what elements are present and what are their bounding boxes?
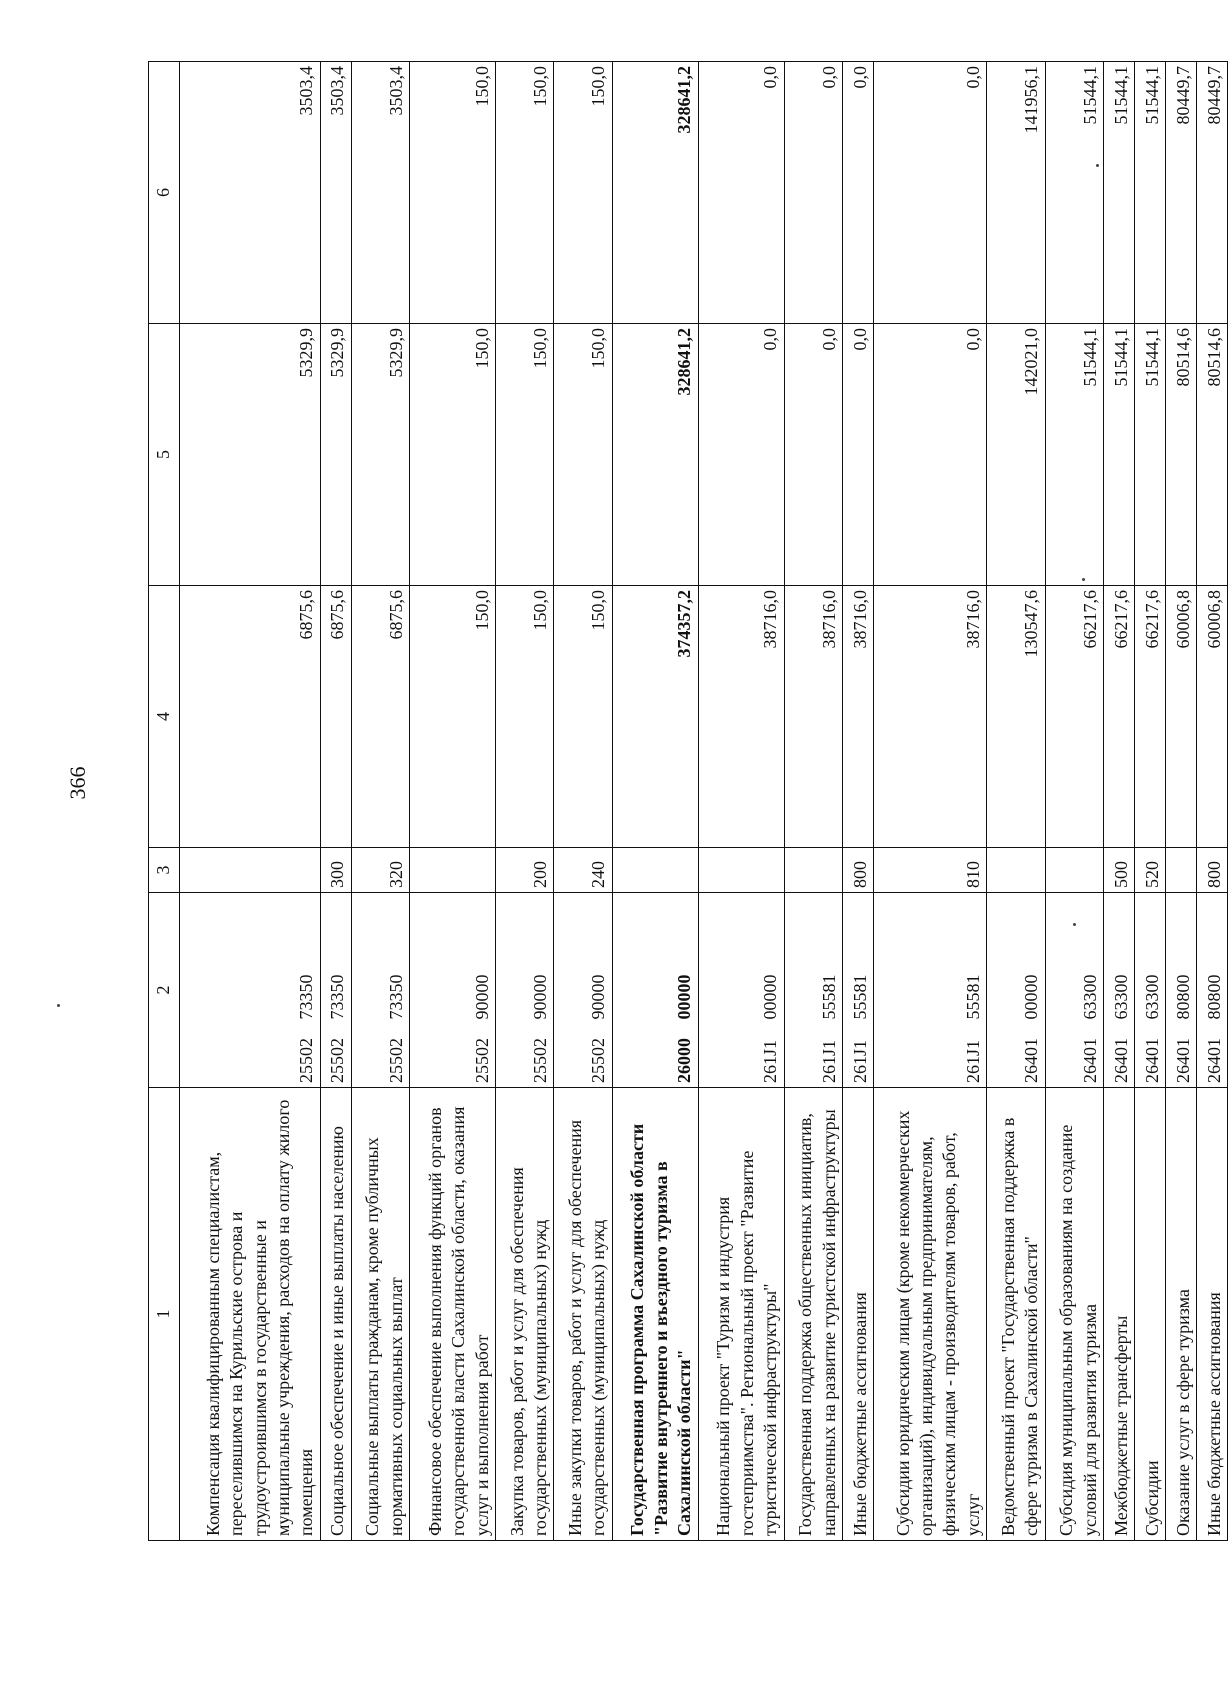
code-program: 26401 <box>1203 1038 1224 1083</box>
code-program: 261J1 <box>849 1039 870 1083</box>
row-value-year2: 150,0 <box>495 324 553 586</box>
row-value-year1: 38716,0 <box>842 586 873 848</box>
row-target-code <box>320 893 351 1088</box>
table-row <box>873 62 986 1541</box>
code-program: 25502 <box>296 1038 317 1083</box>
code-program: 26401 <box>1021 1038 1042 1083</box>
row-value-year2: 150,0 <box>410 324 496 586</box>
row-name: Иные бюджетные ассигнования <box>842 1088 873 1541</box>
scan-speck <box>1073 923 1076 926</box>
code-direction: 73350 <box>385 974 406 1020</box>
row-value-year2: 5329,9 <box>351 324 409 586</box>
row-value-year1: 6875,6 <box>351 586 409 848</box>
code-direction: 73350 <box>327 974 348 1020</box>
row-target-code <box>1104 893 1135 1088</box>
row-target-code <box>351 893 409 1088</box>
row-expense-type <box>612 848 698 893</box>
row-name: Субсидии <box>1134 1088 1165 1541</box>
row-expense-type <box>698 848 784 893</box>
row-value-year3: 80449,7 <box>1196 62 1227 324</box>
code-direction: 73350 <box>296 974 317 1020</box>
row-value-year3: 150,0 <box>410 62 496 324</box>
row-value-year3: 150,0 <box>495 62 553 324</box>
row-value-year3: 141956,1 <box>987 62 1045 324</box>
col-header-year3: 6 <box>149 62 180 324</box>
row-value-year3: 80449,7 <box>1165 62 1196 324</box>
column-header-row <box>149 62 180 1541</box>
row-target-code <box>1165 893 1196 1088</box>
code-program: 25502 <box>588 1038 609 1083</box>
row-expense-type <box>1045 848 1103 893</box>
row-expense-type <box>180 848 321 893</box>
table-row <box>1104 62 1135 1541</box>
budget-table <box>148 61 1228 1541</box>
code-direction: 63300 <box>1079 974 1100 1020</box>
row-value-year1: 38716,0 <box>784 586 842 848</box>
row-value-year1: 66217,6 <box>1134 586 1165 848</box>
table-row <box>1165 62 1196 1541</box>
row-expense-type: 300 <box>320 848 351 893</box>
col-header-year2: 5 <box>149 324 180 586</box>
scan-speck <box>1096 164 1099 167</box>
row-value-year1: 374357,2 <box>612 586 698 848</box>
code-program: 26401 <box>1141 1038 1162 1083</box>
col-header-vr: 3 <box>149 848 180 893</box>
row-expense-type <box>1165 848 1196 893</box>
table-row <box>842 62 873 1541</box>
row-value-year3: 51544,1 <box>1045 62 1103 324</box>
row-target-code <box>554 893 612 1088</box>
table-row <box>180 62 321 1541</box>
col-header-year1: 4 <box>149 586 180 848</box>
row-value-year1: 66217,6 <box>1104 586 1135 848</box>
row-name: Государственная программа Сахалинской области "Развитие внутреннего и въездного туризма в Сахалинской области" <box>612 1088 698 1541</box>
table-row <box>1196 62 1227 1541</box>
code-direction: 55581 <box>818 974 839 1020</box>
row-name: Иные закупки товаров, работ и услуг для обеспечения государственных (муниципальных) нужд <box>554 1088 612 1541</box>
row-value-year2: 150,0 <box>554 324 612 586</box>
code-program: 26401 <box>1110 1038 1131 1083</box>
row-value-year3: 3503,4 <box>320 62 351 324</box>
code-direction: 80800 <box>1203 974 1224 1020</box>
row-target-code <box>495 893 553 1088</box>
row-expense-type <box>987 848 1045 893</box>
row-target-code <box>612 893 698 1088</box>
row-value-year3: 51544,1 <box>1104 62 1135 324</box>
row-target-code <box>873 893 986 1088</box>
code-direction: 63300 <box>1141 974 1162 1020</box>
row-expense-type: 520 <box>1134 848 1165 893</box>
row-name: Компенсация квалифицированным специалистам, переселившимся на Курильские острова и трудоустроившимся в государственные и муниципальные учреждения, расходов на оплату жилого помещения <box>180 1088 321 1541</box>
row-target-code <box>410 893 496 1088</box>
table-row <box>698 62 784 1541</box>
table-row <box>1134 62 1165 1541</box>
row-value-year2: 80514,6 <box>1165 324 1196 586</box>
row-value-year2: 5329,9 <box>320 324 351 586</box>
row-name: Субсидии юридическим лицам (кроме некоммерческих организаций), индивидуальным предпринимателям, физическим лицам - производителям товаров, работ, услуг <box>873 1088 986 1541</box>
row-name: Финансовое обеспечение выполнения функций органов государственной власти Сахалинской области, оказания услуг и выполнения работ <box>410 1088 496 1541</box>
table-row <box>784 62 842 1541</box>
row-value-year2: 0,0 <box>842 324 873 586</box>
row-expense-type <box>410 848 496 893</box>
row-value-year3: 0,0 <box>698 62 784 324</box>
code-program: 261J1 <box>760 1039 781 1083</box>
row-value-year2: 51544,1 <box>1104 324 1135 586</box>
table-row <box>1045 62 1103 1541</box>
row-value-year2: 0,0 <box>784 324 842 586</box>
row-value-year1: 150,0 <box>554 586 612 848</box>
row-name: Оказание услуг в сфере туризма <box>1165 1088 1196 1541</box>
row-expense-type: 800 <box>1196 848 1227 893</box>
row-expense-type: 810 <box>873 848 986 893</box>
row-value-year3: 0,0 <box>873 62 986 324</box>
row-name: Закупка товаров, работ и услуг для обеспечения государственных (муниципальных) нужд <box>495 1088 553 1541</box>
row-target-code <box>1134 893 1165 1088</box>
row-name: Иные бюджетные ассигнования <box>1196 1088 1227 1541</box>
code-program: 25502 <box>471 1038 492 1083</box>
row-expense-type: 320 <box>351 848 409 893</box>
table-row <box>351 62 409 1541</box>
row-value-year1: 150,0 <box>495 586 553 848</box>
table-row <box>410 62 496 1541</box>
code-program: 261J1 <box>818 1039 839 1083</box>
row-value-year1: 38716,0 <box>698 586 784 848</box>
page-number: 366 <box>65 766 90 800</box>
row-name: Ведомственный проект "Государственная поддержка в сфере туризма в Сахалинской области" <box>987 1088 1045 1541</box>
row-value-year1: 66217,6 <box>1045 586 1103 848</box>
row-name: Национальный проект "Туризм и индустрия гостеприимства". Региональный проект "Развитие туристической инфраструктуры" <box>698 1088 784 1541</box>
code-direction: 55581 <box>962 974 983 1020</box>
row-target-code <box>180 893 321 1088</box>
table-row <box>554 62 612 1541</box>
code-direction: 63300 <box>1110 974 1131 1020</box>
row-name: Социальные выплаты гражданам, кроме публичных нормативных социальных выплат <box>351 1088 409 1541</box>
row-expense-type: 200 <box>495 848 553 893</box>
code-program: 26401 <box>1079 1038 1100 1083</box>
row-value-year1: 60006,8 <box>1165 586 1196 848</box>
row-value-year1: 6875,6 <box>180 586 321 848</box>
row-name: Социальное обеспечение и иные выплаты населению <box>320 1088 351 1541</box>
table-row <box>495 62 553 1541</box>
budget-table-container <box>148 62 1228 1541</box>
table-row <box>987 62 1045 1541</box>
code-program: 25502 <box>530 1038 550 1083</box>
row-value-year1: 38716,0 <box>873 586 986 848</box>
row-value-year1: 150,0 <box>410 586 496 848</box>
row-target-code <box>987 893 1045 1088</box>
row-target-code <box>842 893 873 1088</box>
code-direction: 90000 <box>588 974 609 1020</box>
row-value-year1: 60006,8 <box>1196 586 1227 848</box>
row-target-code <box>784 893 842 1088</box>
code-direction: 55581 <box>849 974 870 1020</box>
table-row <box>320 62 351 1541</box>
row-expense-type <box>784 848 842 893</box>
row-value-year3: 51544,1 <box>1134 62 1165 324</box>
code-program: 26000 <box>674 1038 695 1083</box>
row-expense-type: 800 <box>842 848 873 893</box>
scan-speck <box>57 1004 60 1007</box>
code-direction: 00000 <box>1021 974 1042 1020</box>
row-name: Межбюджетные трансферты <box>1104 1088 1135 1541</box>
row-value-year1: 130547,6 <box>987 586 1045 848</box>
code-direction: 80800 <box>1172 974 1193 1020</box>
row-value-year3: 150,0 <box>554 62 612 324</box>
code-direction: 90000 <box>530 974 550 1020</box>
row-expense-type: 500 <box>1104 848 1135 893</box>
row-target-code <box>1196 893 1227 1088</box>
code-program: 26401 <box>1172 1038 1193 1083</box>
row-value-year3: 0,0 <box>842 62 873 324</box>
row-value-year2: 328641,2 <box>612 324 698 586</box>
row-target-code <box>698 893 784 1088</box>
table-row <box>612 62 698 1541</box>
row-value-year2: 80514,6 <box>1196 324 1227 586</box>
col-header-code: 2 <box>149 893 180 1088</box>
row-value-year2: 0,0 <box>873 324 986 586</box>
col-header-name: 1 <box>149 1088 180 1541</box>
row-value-year2: 51544,1 <box>1045 324 1103 586</box>
row-name: Государственная поддержка общественных инициатив, направленных на развитие туристской инфраструктуры <box>784 1088 842 1541</box>
row-value-year1: 6875,6 <box>320 586 351 848</box>
row-value-year3: 328641,2 <box>612 62 698 324</box>
row-value-year3: 3503,4 <box>180 62 321 324</box>
row-value-year2: 142021,0 <box>987 324 1045 586</box>
row-value-year2: 5329,9 <box>180 324 321 586</box>
code-direction: 90000 <box>471 974 492 1020</box>
code-program: 25502 <box>327 1038 348 1083</box>
code-direction: 00000 <box>674 974 695 1020</box>
row-target-code <box>1045 893 1103 1088</box>
row-value-year2: 51544,1 <box>1134 324 1165 586</box>
row-expense-type: 240 <box>554 848 612 893</box>
code-direction: 00000 <box>760 974 781 1020</box>
row-name: Субсидия муниципальным образованиям на создание условий для развития туризма <box>1045 1088 1103 1541</box>
scan-speck <box>1082 578 1085 581</box>
code-program: 25502 <box>385 1038 406 1083</box>
row-value-year3: 0,0 <box>784 62 842 324</box>
code-program: 261J1 <box>962 1039 983 1083</box>
row-value-year2: 0,0 <box>698 324 784 586</box>
row-value-year3: 3503,4 <box>351 62 409 324</box>
